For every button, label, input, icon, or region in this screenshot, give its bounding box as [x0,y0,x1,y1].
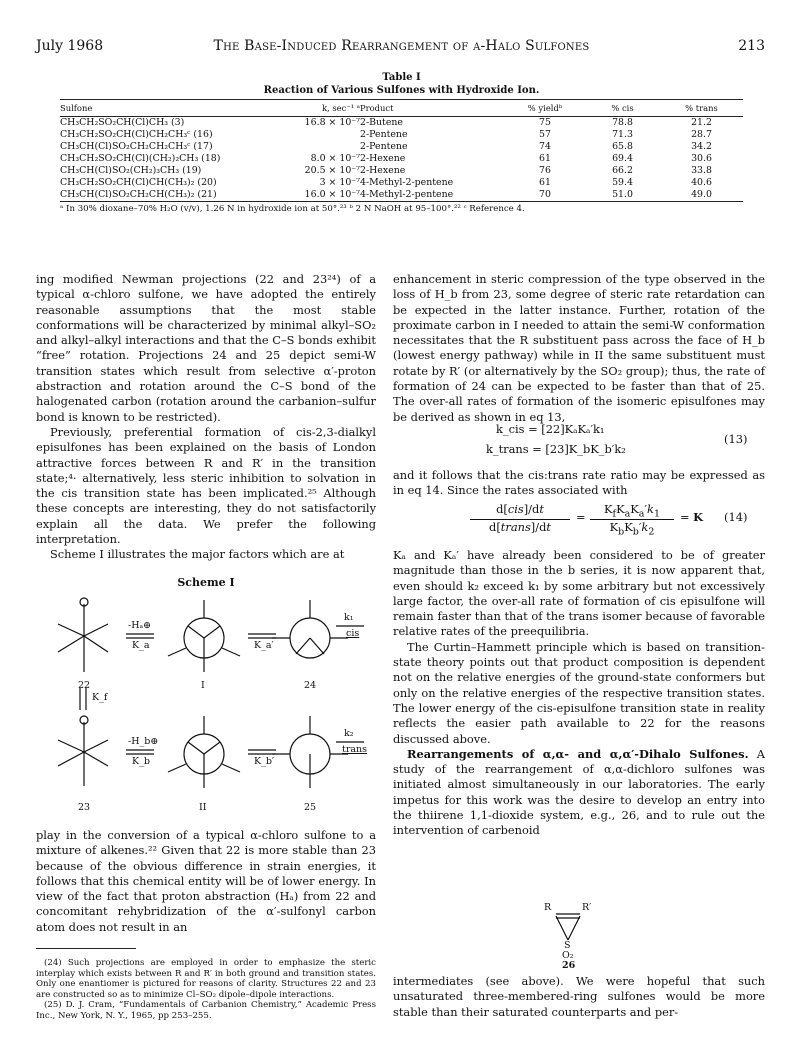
footnotes [36,958,376,1021]
k2-label: k₂ [344,728,354,739]
compound-23-label: 23 [78,802,91,813]
table-row [60,177,743,189]
table-cell: 74 [539,141,551,152]
kf-label: K_f [92,692,108,703]
scheme-1 [36,576,376,822]
paragraph: play in the conversion of a typical α-chloro sulfone to a mixture of alkenes.²² Given that 22 is more stable than 23 because of the obvious difference in strain energies, it follows that this chemical entity will be of lower energy. In view of the fact that proton abstraction (Hₐ) from 22 and concomitant rehybridization of the α′-sulfonyl carbon atom does not result in an [36,828,376,934]
left-column-bottom [36,828,376,935]
ka-prime-label: K_a′ [254,640,274,651]
table-cell: CH₃CH(Cl)SO₂CH₂CH(CH₃)₂ (21) [60,189,217,200]
r-prime-label: R′ [582,902,592,913]
page-number: 213 [738,38,765,54]
table-cell: 16.8 × 10⁻⁷ [304,117,360,128]
table-cell: 75 [539,117,551,128]
structure-26 [538,900,598,970]
table-cell: CH₃CH₂SO₂CH(Cl)CH₃ (3) [60,117,185,128]
table-cell: 4-Methyl-2-pentene [360,177,454,188]
scheme-title: Scheme I [177,576,235,589]
table-footnote: ᵃ In 30% dioxane–70% H₂O (v/v), 1.26 N in hydroxide ion at 50°.²³ ᵇ 2 N NaOH at 95–100°.²² ᶜ Reference 4. [60,201,743,214]
table-cell: 8.0 × 10⁻⁷ [310,153,360,164]
header-date: July 1968 [36,38,104,54]
table-cell [260,129,360,141]
intermediate-II-label: II [199,802,207,813]
trans-label: trans [342,744,368,755]
scheme-drawing [36,576,376,822]
table-row [60,129,743,141]
table-cell: 2-Butene [360,117,403,128]
footnote-25: (25) D. J. Cram, “Fundamentals of Carbanion Chemistry,” Academic Press Inc., New York, N. Y., 1965, pp 253–255. [36,1000,376,1021]
kb-prime-label: K_b′ [254,756,275,767]
table-cell: 20.5 × 10⁻⁷ [304,165,360,176]
table-cell: 21.2 [691,117,712,128]
table-cell: 49.0 [691,189,712,200]
table-1 [60,72,743,214]
paragraph: The Curtin–Hammett principle which is based on transition-state theory points out that product composition is dependent not on the relative energies of the ground-state conformers but only on the relative energies of the respective transition states. The lower energy of the cis-episulfone transition state in reality reflects the easier path available to 22 for the reasons discussed above. [393,639,765,746]
intermediate-I-label: I [201,680,205,691]
kb-label: K_b [132,756,150,767]
paragraph: ing modified Newman projections (22 and 23²⁴) of a typical α-chloro sulfone, we have adopted the entirely reasonable assumptions that the most stable conformations will be characterized by minimal alkyl–SO₂ and alkyl–alkyl interactions and that the C–S bonds exhibit “free” rotation. Projections 24 and 25 depict semi-W transition states which result from selective α′-proton abstraction and rotation around the C–S bond of the halogenated carbon (rotation around the carbanion–sulfur bond is known to be restricted). [36,272,376,424]
table-title: Reaction of Various Sulfones with Hydroxide Ion. [263,85,540,96]
table-cell: 16.0 × 10⁻⁷ [304,189,360,200]
header-title: The Base-Induced Rearrangement of α-Halo Sulfones [213,38,590,54]
table-cell: 59.4 [612,177,633,188]
table-cell: 71.3 [612,129,633,140]
table-cell [260,141,360,153]
paragraph: Previously, preferential formation of cis-2,3-dialkyl episulfones has been explained on the basis of London attractive forces between R and R′ in the transition state;⁴· alternatively, less steric inhibition to solvation in the cis transition state has been implicated.²⁵ Although these concepts are interesting, they do not satisfactorily explain all the data. We prefer the following interpretation. [36,424,376,547]
s-label: S [564,940,571,951]
equation-13-number: (13) [724,432,748,446]
table-cell: 30.6 [691,153,712,164]
table-cell: 28.7 [691,129,712,140]
table-cell: 78.8 [612,117,633,128]
paragraph: enhancement in steric compression of the type observed in the loss of H_b from 23, some degree of steric rate retardation can be expected in the latter instance. Further, rotation of the proximate carbon in I needed to attain the semi-W conformation necessitates that the R substituent pass across the face of H_b (lowest energy pathway) while in II the same substituent must rotate by R′ (or alternatively by the SO₂ group); thus, the rate of formation of 24 can be expected to be faster than that of 25. The over-all rates of formation of the isomeric episulfones may be derived as shown in eq 13, [393,272,765,424]
r-label: R [544,902,552,913]
table-cell: 57 [539,129,551,140]
table-row [60,189,743,201]
table-cell: CH₃CH₂SO₂CH(Cl)CH(CH₃)₂ (20) [60,177,217,188]
table-caption: Table I [382,72,421,83]
table-grid [60,100,743,201]
table-cell: CH₃CH₂SO₂CH(Cl)(CH₂)₂CH₃ (18) [60,153,221,164]
equation-13b: k_trans = [23]K_bK_b′k₂ [486,442,626,456]
table-cell: 61 [539,153,551,164]
left-column-top [36,272,376,563]
table-cell: 2-Hexene [360,153,406,164]
paragraph: intermediates (see above). We were hopeful that such unsaturated three-membered-ring sulfones would be more stable than their saturated counterparts and per- [393,974,765,1019]
table-cell: 61 [539,177,551,188]
table-header: k, sec⁻¹ ᵃ [260,100,360,117]
equation-14-number: (14) [724,510,748,524]
right-column-lower [393,548,765,839]
paragraph: Kₐ and Kₐ′ have already been considered to be of greater magnitude than those in the b series, it is now apparent that, even should k₂ exceed k₁ by some arbitrary but not excessively large factor, the over-all rate of formation of cis episulfone will remain faster than that of the trans isomer because of favorable relative rates of the preequilibria. [393,548,765,639]
right-column-bottom [393,974,765,1020]
minus-hb-label: -H_b⊕ [128,736,159,747]
table-cell: 4-Methyl-2-pentene [360,189,454,200]
compound-26-label: 26 [562,960,576,971]
table-header: % yieldᵇ [505,100,585,117]
table-cell: CH₃CH(Cl)SO₂CH₂CH₂CH₃ᶜ (17) [60,141,213,152]
table-cell: 51.0 [612,189,633,200]
table-cell: 34.2 [691,141,712,152]
paragraph: and it follows that the cis:trans rate ratio may be expressed as in eq 14. Since the rates associated with [393,468,765,498]
right-column-top [393,272,765,425]
table-cell: 2-Pentene [360,129,408,140]
ka-label: K_a [132,640,150,651]
table-cell: 66.2 [612,165,633,176]
table-row [60,165,743,177]
equation-13a: k_cis = [22]KₐKₐ′k₁ [496,422,605,436]
k1-label: k₁ [344,612,354,623]
compound-22-label: 22 [78,680,91,691]
table-cell: 70 [539,189,551,200]
equation-14: d[cis]/dt d[trans]/dt = $K_fK_aK_a'k_1$ $K_bK_b'k_2$ = K [470,502,730,536]
paragraph: A study of the rearrangement of α,α-dichloro sulfones was initiated almost simultaneously in our laboratories. The early impetus for this work was the desire to develop an entry into the thiirene 1,1-dioxide system, e.g., 26, and to rule out the intervention of carbenoid [393,746,765,838]
table-cell: CH₃CH₂SO₂CH(Cl)CH₂CH₃ᶜ (16) [60,129,213,140]
table-cell: 69.4 [612,153,633,164]
table-cell: 65.8 [612,141,633,152]
table-cell: 76 [539,165,551,176]
table-cell: 3 × 10⁻⁷ [319,177,360,188]
footnote-24: (24) Such projections are employed in order to emphasize the steric interplay which exists between R and R′ in both ground and transition states. Only one enantiomer is pictured for reasons of clarity. Structures 22 and 23 are constructed so as to minimize Cl–SO₂ dipole–dipole interactions. [36,958,376,1000]
cis-label: cis [346,628,360,639]
minus-ha-label: -Hₐ⊕ [128,620,152,631]
table-header: % cis [585,100,660,117]
table-cell: CH₃CH(Cl)SO₂(CH₂)₃CH₃ (19) [60,165,202,176]
table-cell: 2-Hexene [360,165,406,176]
o2-label: O₂ [562,950,574,961]
compound-24-label: 24 [304,680,317,691]
right-column-mid [393,468,765,499]
table-cell: 40.6 [691,177,712,188]
table-row [60,153,743,165]
compound-25-label: 25 [304,802,317,813]
table-cell: 33.8 [691,165,712,176]
table-header: Sulfone [60,100,260,117]
section-heading: Rearrangements of α,α- and α,α′-Dihalo Sulfones. [407,746,749,761]
table-cell: 2-Pentene [360,141,408,152]
table-row [60,141,743,153]
table-row [60,117,743,130]
paragraph: Scheme I illustrates the major factors which are at [50,547,345,562]
table-header: Product [360,100,505,117]
table-header: % trans [660,100,743,117]
